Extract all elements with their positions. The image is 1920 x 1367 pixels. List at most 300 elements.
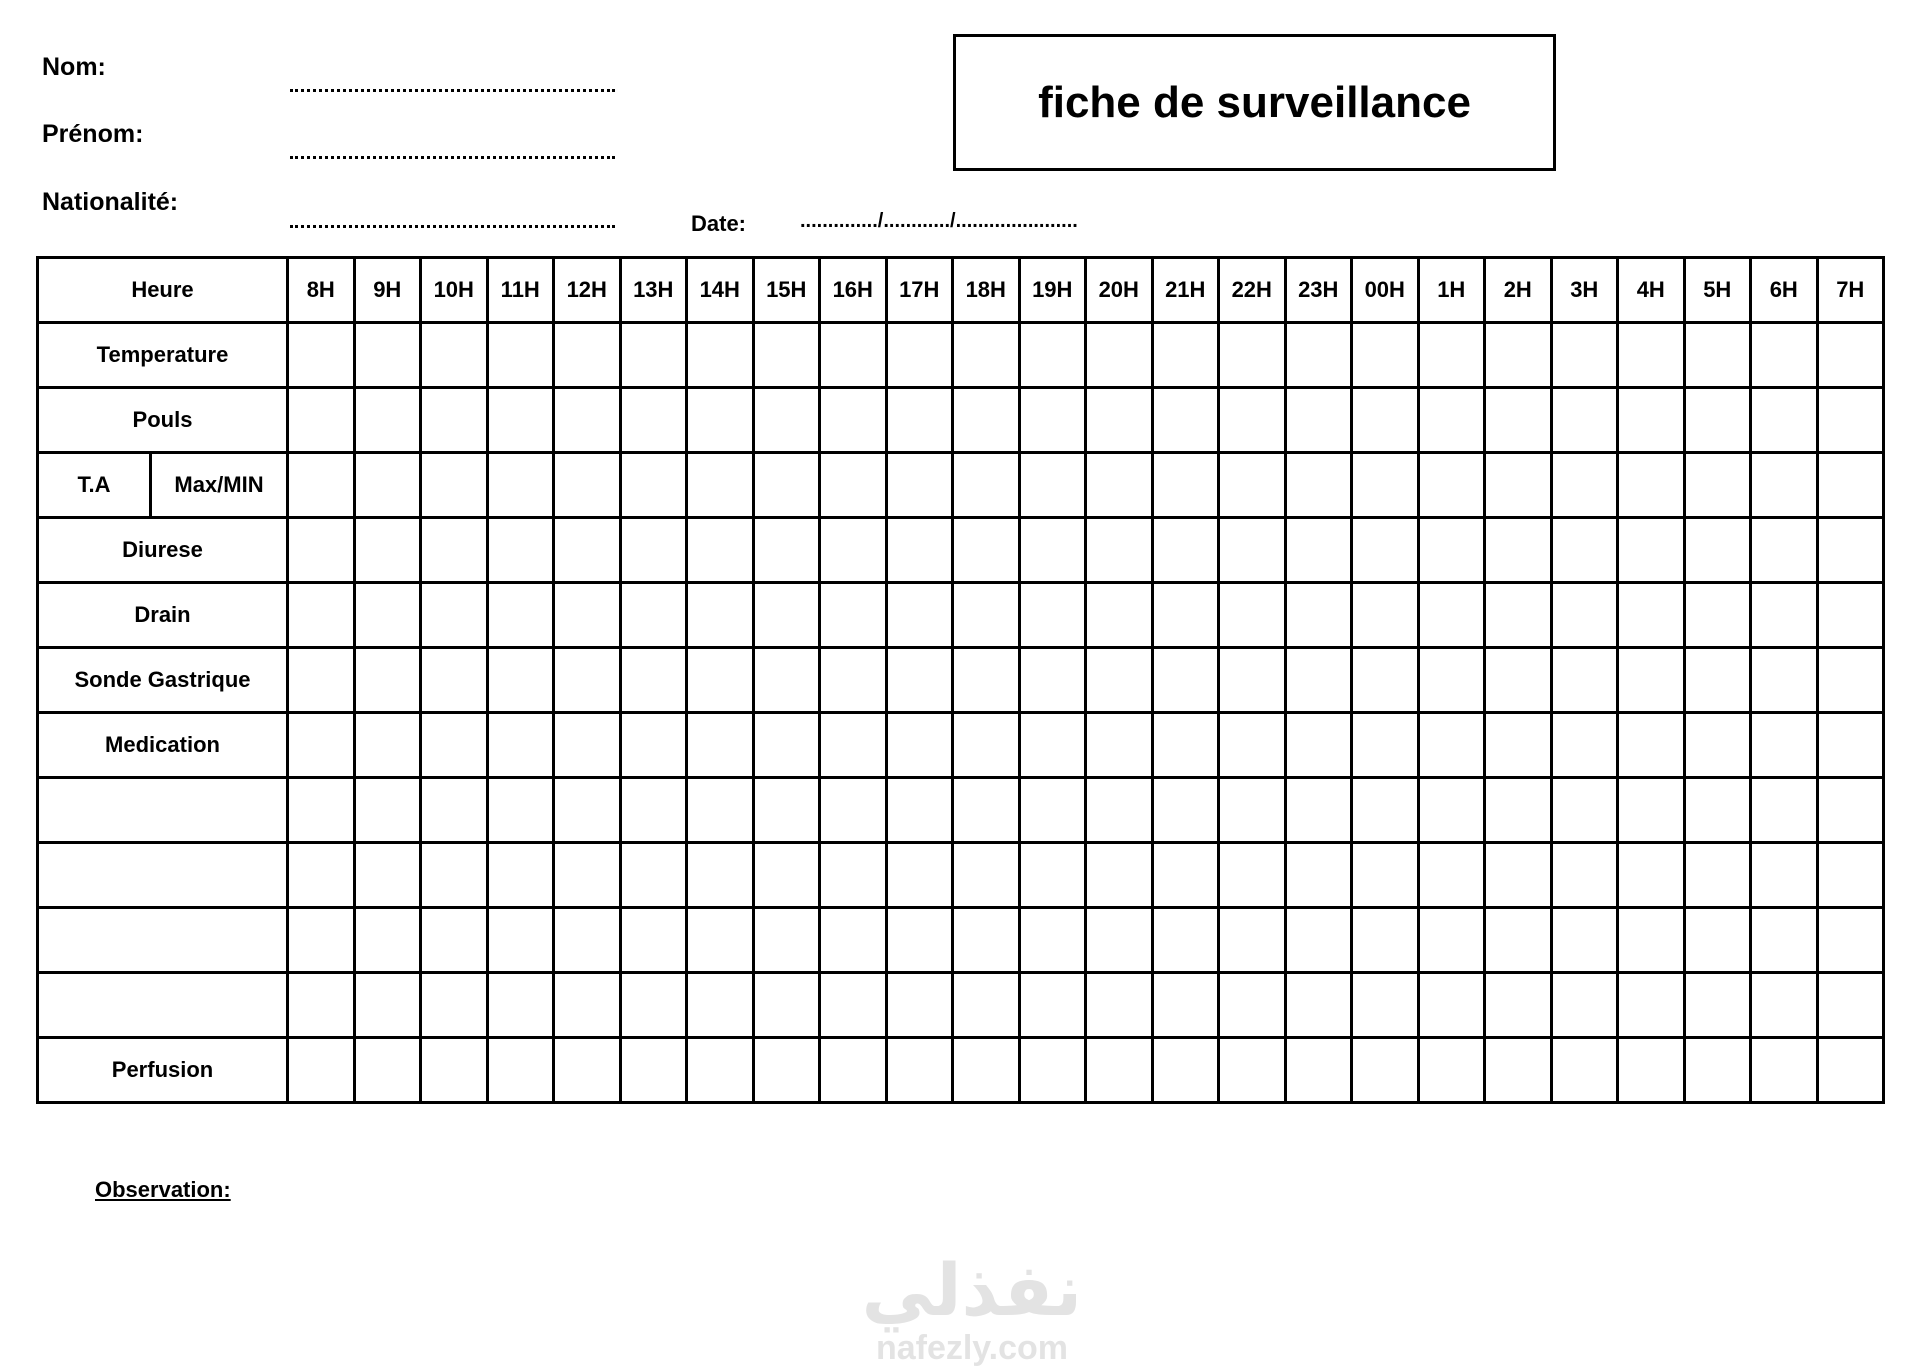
- entry-cell[interactable]: [421, 843, 488, 908]
- entry-cell[interactable]: [1019, 1038, 1086, 1103]
- entry-cell[interactable]: [1418, 323, 1485, 388]
- entry-cell[interactable]: [1684, 323, 1751, 388]
- entry-cell[interactable]: [620, 778, 687, 843]
- entry-cell[interactable]: [1285, 778, 1352, 843]
- date-field[interactable]: ............../............/......................: [800, 210, 1078, 232]
- entry-cell[interactable]: [487, 778, 554, 843]
- entry-cell[interactable]: [1152, 843, 1219, 908]
- entry-cell[interactable]: [487, 518, 554, 583]
- entry-cell[interactable]: [1152, 713, 1219, 778]
- entry-cell[interactable]: [687, 1038, 754, 1103]
- entry-cell[interactable]: [1618, 1038, 1685, 1103]
- entry-cell[interactable]: [487, 648, 554, 713]
- entry-cell[interactable]: [687, 648, 754, 713]
- entry-cell[interactable]: [1086, 323, 1153, 388]
- entry-cell[interactable]: [886, 713, 953, 778]
- entry-cell[interactable]: [1751, 648, 1818, 713]
- entry-cell[interactable]: [1751, 778, 1818, 843]
- entry-cell[interactable]: [687, 518, 754, 583]
- entry-cell[interactable]: [354, 648, 421, 713]
- entry-cell[interactable]: [1618, 648, 1685, 713]
- entry-cell[interactable]: [1817, 388, 1884, 453]
- entry-cell[interactable]: [1352, 518, 1419, 583]
- entry-cell[interactable]: [288, 518, 355, 583]
- entry-cell[interactable]: [1219, 453, 1286, 518]
- row-sub-label: Max/MIN: [151, 453, 288, 518]
- entry-cell[interactable]: [886, 648, 953, 713]
- entry-cell[interactable]: [421, 973, 488, 1038]
- entry-cell[interactable]: [354, 453, 421, 518]
- entry-cell[interactable]: [1618, 973, 1685, 1038]
- entry-cell[interactable]: [820, 453, 887, 518]
- entry-cell[interactable]: [1152, 908, 1219, 973]
- entry-cell[interactable]: [820, 648, 887, 713]
- entry-cell[interactable]: [753, 388, 820, 453]
- entry-cell[interactable]: [1817, 648, 1884, 713]
- entry-cell[interactable]: [1352, 1038, 1419, 1103]
- entry-cell[interactable]: [687, 843, 754, 908]
- entry-cell[interactable]: [1352, 713, 1419, 778]
- entry-cell[interactable]: [1019, 778, 1086, 843]
- entry-cell[interactable]: [1485, 583, 1552, 648]
- entry-cell[interactable]: [1086, 648, 1153, 713]
- entry-cell[interactable]: [1684, 518, 1751, 583]
- entry-cell[interactable]: [1817, 518, 1884, 583]
- entry-cell[interactable]: [1618, 908, 1685, 973]
- entry-cell[interactable]: [1684, 648, 1751, 713]
- entry-cell[interactable]: [687, 778, 754, 843]
- entry-cell[interactable]: [1684, 713, 1751, 778]
- entry-cell[interactable]: [1019, 388, 1086, 453]
- entry-cell[interactable]: [354, 583, 421, 648]
- entry-cell[interactable]: [820, 583, 887, 648]
- entry-cell[interactable]: [620, 713, 687, 778]
- entry-cell[interactable]: [421, 518, 488, 583]
- entry-cell[interactable]: [753, 908, 820, 973]
- entry-cell[interactable]: [953, 843, 1020, 908]
- entry-cell[interactable]: [1418, 388, 1485, 453]
- entry-cell[interactable]: [1684, 778, 1751, 843]
- entry-cell[interactable]: [288, 583, 355, 648]
- entry-cell[interactable]: [421, 648, 488, 713]
- entry-cell[interactable]: [1618, 453, 1685, 518]
- entry-cell[interactable]: [1618, 583, 1685, 648]
- entry-cell[interactable]: [1285, 843, 1352, 908]
- entry-cell[interactable]: [1418, 973, 1485, 1038]
- entry-cell[interactable]: [820, 518, 887, 583]
- entry-cell[interactable]: [354, 518, 421, 583]
- entry-cell[interactable]: [288, 453, 355, 518]
- entry-cell[interactable]: [820, 1038, 887, 1103]
- entry-cell[interactable]: [1352, 453, 1419, 518]
- entry-cell[interactable]: [687, 388, 754, 453]
- entry-cell[interactable]: [620, 388, 687, 453]
- nom-field[interactable]: [290, 89, 615, 92]
- entry-cell[interactable]: [620, 973, 687, 1038]
- entry-cell[interactable]: [1219, 908, 1286, 973]
- entry-cell[interactable]: [354, 778, 421, 843]
- entry-cell[interactable]: [554, 908, 621, 973]
- entry-cell[interactable]: [820, 713, 887, 778]
- entry-cell[interactable]: [1352, 843, 1419, 908]
- entry-cell[interactable]: [1551, 453, 1618, 518]
- entry-cell[interactable]: [1418, 843, 1485, 908]
- entry-cell[interactable]: [953, 713, 1020, 778]
- entry-cell[interactable]: [753, 1038, 820, 1103]
- entry-cell[interactable]: [1285, 973, 1352, 1038]
- entry-cell[interactable]: [886, 323, 953, 388]
- entry-cell[interactable]: [620, 583, 687, 648]
- entry-cell[interactable]: [554, 323, 621, 388]
- entry-cell[interactable]: [1086, 583, 1153, 648]
- entry-cell[interactable]: [1019, 843, 1086, 908]
- table-row: [38, 323, 1884, 388]
- entry-cell[interactable]: [1086, 778, 1153, 843]
- entry-cell[interactable]: [1019, 713, 1086, 778]
- entry-cell[interactable]: [820, 323, 887, 388]
- entry-cell[interactable]: [421, 388, 488, 453]
- entry-cell[interactable]: [1019, 323, 1086, 388]
- entry-cell[interactable]: [1551, 713, 1618, 778]
- entry-cell[interactable]: [1485, 778, 1552, 843]
- entry-cell[interactable]: [620, 453, 687, 518]
- entry-cell[interactable]: [953, 583, 1020, 648]
- entry-cell[interactable]: [1551, 518, 1618, 583]
- entry-cell[interactable]: [886, 388, 953, 453]
- entry-cell[interactable]: [1618, 323, 1685, 388]
- entry-cell[interactable]: [753, 713, 820, 778]
- entry-cell[interactable]: [1485, 713, 1552, 778]
- entry-cell[interactable]: [1285, 908, 1352, 973]
- entry-cell[interactable]: [354, 973, 421, 1038]
- entry-cell[interactable]: [620, 1038, 687, 1103]
- entry-cell[interactable]: [1684, 843, 1751, 908]
- entry-cell[interactable]: [953, 1038, 1020, 1103]
- entry-cell[interactable]: [1751, 973, 1818, 1038]
- entry-cell[interactable]: [1551, 843, 1618, 908]
- entry-cell[interactable]: [1751, 518, 1818, 583]
- entry-cell[interactable]: [421, 778, 488, 843]
- entry-cell[interactable]: [487, 583, 554, 648]
- entry-cell[interactable]: [1618, 518, 1685, 583]
- entry-cell[interactable]: [288, 323, 355, 388]
- entry-cell[interactable]: [620, 908, 687, 973]
- entry-cell[interactable]: [953, 323, 1020, 388]
- hour-header: 6H: [1751, 258, 1818, 323]
- entry-cell[interactable]: [1485, 648, 1552, 713]
- entry-cell[interactable]: [487, 388, 554, 453]
- entry-cell[interactable]: [1817, 973, 1884, 1038]
- entry-cell[interactable]: [288, 713, 355, 778]
- entry-cell[interactable]: [1551, 1038, 1618, 1103]
- entry-cell[interactable]: [554, 778, 621, 843]
- nationalite-field[interactable]: [290, 225, 615, 228]
- entry-cell[interactable]: [1485, 908, 1552, 973]
- entry-cell[interactable]: [1418, 778, 1485, 843]
- entry-cell[interactable]: [1285, 518, 1352, 583]
- entry-cell[interactable]: [953, 973, 1020, 1038]
- hour-header: 18H: [953, 258, 1020, 323]
- entry-cell[interactable]: [554, 518, 621, 583]
- row-label: [38, 778, 288, 843]
- entry-cell[interactable]: [354, 323, 421, 388]
- entry-cell[interactable]: [354, 1038, 421, 1103]
- entry-cell[interactable]: [1019, 648, 1086, 713]
- entry-cell[interactable]: [1684, 388, 1751, 453]
- entry-cell[interactable]: [487, 453, 554, 518]
- entry-cell[interactable]: [288, 388, 355, 453]
- entry-cell[interactable]: [421, 323, 488, 388]
- entry-cell[interactable]: [1152, 518, 1219, 583]
- entry-cell[interactable]: [1817, 1038, 1884, 1103]
- entry-cell[interactable]: [1086, 973, 1153, 1038]
- entry-cell[interactable]: [620, 323, 687, 388]
- entry-cell[interactable]: [1418, 908, 1485, 973]
- entry-cell[interactable]: [1485, 453, 1552, 518]
- entry-cell[interactable]: [1551, 388, 1618, 453]
- hour-header: 11H: [487, 258, 554, 323]
- entry-cell[interactable]: [1019, 908, 1086, 973]
- entry-cell[interactable]: [1219, 388, 1286, 453]
- entry-cell[interactable]: [687, 973, 754, 1038]
- entry-cell[interactable]: [1352, 648, 1419, 713]
- entry-cell[interactable]: [1086, 1038, 1153, 1103]
- entry-cell[interactable]: [1485, 518, 1552, 583]
- entry-cell[interactable]: [687, 453, 754, 518]
- hour-header: 7H: [1817, 258, 1884, 323]
- entry-cell[interactable]: [1352, 323, 1419, 388]
- entry-cell[interactable]: [687, 713, 754, 778]
- entry-cell[interactable]: [820, 843, 887, 908]
- entry-cell[interactable]: [1152, 1038, 1219, 1103]
- entry-cell[interactable]: [1485, 843, 1552, 908]
- entry-cell[interactable]: [1352, 908, 1419, 973]
- entry-cell[interactable]: [354, 843, 421, 908]
- entry-cell[interactable]: [820, 778, 887, 843]
- entry-cell[interactable]: [1817, 843, 1884, 908]
- entry-cell[interactable]: [1418, 583, 1485, 648]
- entry-cell[interactable]: [886, 843, 953, 908]
- entry-cell[interactable]: [1285, 453, 1352, 518]
- entry-cell[interactable]: [1152, 648, 1219, 713]
- entry-cell[interactable]: [1352, 388, 1419, 453]
- entry-cell[interactable]: [1418, 453, 1485, 518]
- entry-cell[interactable]: [953, 778, 1020, 843]
- entry-cell[interactable]: [554, 973, 621, 1038]
- entry-cell[interactable]: [1751, 1038, 1818, 1103]
- entry-cell[interactable]: [487, 973, 554, 1038]
- entry-cell[interactable]: [886, 583, 953, 648]
- entry-cell[interactable]: [354, 908, 421, 973]
- entry-cell[interactable]: [886, 518, 953, 583]
- entry-cell[interactable]: [1019, 583, 1086, 648]
- entry-cell[interactable]: [753, 518, 820, 583]
- entry-cell[interactable]: [1152, 973, 1219, 1038]
- entry-cell[interactable]: [1485, 388, 1552, 453]
- entry-cell[interactable]: [1086, 843, 1153, 908]
- entry-cell[interactable]: [288, 648, 355, 713]
- entry-cell[interactable]: [1219, 518, 1286, 583]
- entry-cell[interactable]: [1418, 648, 1485, 713]
- entry-cell[interactable]: [753, 453, 820, 518]
- entry-cell[interactable]: [953, 648, 1020, 713]
- entry-cell[interactable]: [886, 973, 953, 1038]
- entry-cell[interactable]: [753, 583, 820, 648]
- entry-cell[interactable]: [1086, 908, 1153, 973]
- entry-cell[interactable]: [1352, 778, 1419, 843]
- entry-cell[interactable]: [1551, 973, 1618, 1038]
- entry-cell[interactable]: [1551, 583, 1618, 648]
- entry-cell[interactable]: [1751, 583, 1818, 648]
- entry-cell[interactable]: [687, 908, 754, 973]
- entry-cell[interactable]: [1219, 843, 1286, 908]
- entry-cell[interactable]: [354, 388, 421, 453]
- entry-cell[interactable]: [1684, 973, 1751, 1038]
- entry-cell[interactable]: [421, 583, 488, 648]
- entry-cell[interactable]: [1285, 648, 1352, 713]
- entry-cell[interactable]: [421, 1038, 488, 1103]
- entry-cell[interactable]: [886, 908, 953, 973]
- entry-cell[interactable]: [1418, 518, 1485, 583]
- entry-cell[interactable]: [288, 1038, 355, 1103]
- entry-cell[interactable]: [953, 453, 1020, 518]
- entry-cell[interactable]: [820, 388, 887, 453]
- entry-cell[interactable]: [753, 648, 820, 713]
- entry-cell[interactable]: [1152, 453, 1219, 518]
- entry-cell[interactable]: [288, 778, 355, 843]
- entry-cell[interactable]: [1551, 908, 1618, 973]
- entry-cell[interactable]: [1817, 583, 1884, 648]
- entry-cell[interactable]: [1019, 453, 1086, 518]
- entry-cell[interactable]: [1219, 973, 1286, 1038]
- entry-cell[interactable]: [1684, 1038, 1751, 1103]
- entry-cell[interactable]: [1485, 973, 1552, 1038]
- entry-cell[interactable]: [1219, 583, 1286, 648]
- entry-cell[interactable]: [1684, 583, 1751, 648]
- entry-cell[interactable]: [554, 1038, 621, 1103]
- entry-cell[interactable]: [1019, 973, 1086, 1038]
- entry-cell[interactable]: [1285, 1038, 1352, 1103]
- entry-cell[interactable]: [820, 908, 887, 973]
- entry-cell[interactable]: [554, 388, 621, 453]
- entry-cell[interactable]: [886, 453, 953, 518]
- entry-cell[interactable]: [1219, 323, 1286, 388]
- entry-cell[interactable]: [1817, 453, 1884, 518]
- entry-cell[interactable]: [1152, 778, 1219, 843]
- entry-cell[interactable]: [421, 713, 488, 778]
- entry-cell[interactable]: [1551, 648, 1618, 713]
- entry-cell[interactable]: [1019, 518, 1086, 583]
- entry-cell[interactable]: [1485, 1038, 1552, 1103]
- entry-cell[interactable]: [487, 843, 554, 908]
- entry-cell[interactable]: [1751, 908, 1818, 973]
- entry-cell[interactable]: [753, 323, 820, 388]
- entry-cell[interactable]: [1219, 778, 1286, 843]
- entry-cell[interactable]: [1418, 713, 1485, 778]
- entry-cell[interactable]: [1751, 388, 1818, 453]
- entry-cell[interactable]: [1618, 778, 1685, 843]
- entry-cell[interactable]: [1285, 323, 1352, 388]
- entry-cell[interactable]: [1817, 713, 1884, 778]
- entry-cell[interactable]: [487, 323, 554, 388]
- entry-cell[interactable]: [288, 908, 355, 973]
- entry-cell[interactable]: [1285, 713, 1352, 778]
- entry-cell[interactable]: [1684, 908, 1751, 973]
- entry-cell[interactable]: [620, 648, 687, 713]
- entry-cell[interactable]: [1418, 1038, 1485, 1103]
- entry-cell[interactable]: [1219, 1038, 1286, 1103]
- entry-cell[interactable]: [1751, 323, 1818, 388]
- entry-cell[interactable]: [620, 518, 687, 583]
- entry-cell[interactable]: [1817, 323, 1884, 388]
- hour-header: 12H: [554, 258, 621, 323]
- entry-cell[interactable]: [953, 518, 1020, 583]
- entry-cell[interactable]: [1817, 908, 1884, 973]
- entry-cell[interactable]: [1352, 973, 1419, 1038]
- entry-cell[interactable]: [753, 843, 820, 908]
- entry-cell[interactable]: [354, 713, 421, 778]
- entry-cell[interactable]: [1618, 388, 1685, 453]
- entry-cell[interactable]: [1219, 713, 1286, 778]
- entry-cell[interactable]: [421, 908, 488, 973]
- entry-cell[interactable]: [1684, 453, 1751, 518]
- entry-cell[interactable]: [953, 908, 1020, 973]
- entry-cell[interactable]: [1086, 388, 1153, 453]
- entry-cell[interactable]: [288, 973, 355, 1038]
- entry-cell[interactable]: [687, 323, 754, 388]
- entry-cell[interactable]: [554, 843, 621, 908]
- entry-cell[interactable]: [1152, 323, 1219, 388]
- entry-cell[interactable]: [1551, 323, 1618, 388]
- entry-cell[interactable]: [620, 843, 687, 908]
- entry-cell[interactable]: [1152, 583, 1219, 648]
- entry-cell[interactable]: [1086, 713, 1153, 778]
- entry-cell[interactable]: [1751, 453, 1818, 518]
- entry-cell[interactable]: [820, 973, 887, 1038]
- entry-cell[interactable]: [953, 388, 1020, 453]
- entry-cell[interactable]: [421, 453, 488, 518]
- prenom-field[interactable]: [290, 156, 615, 159]
- entry-cell[interactable]: [1152, 388, 1219, 453]
- entry-cell[interactable]: [1086, 518, 1153, 583]
- entry-cell[interactable]: [554, 713, 621, 778]
- entry-cell[interactable]: [487, 713, 554, 778]
- entry-cell[interactable]: [753, 973, 820, 1038]
- entry-cell[interactable]: [1219, 648, 1286, 713]
- entry-cell[interactable]: [1352, 583, 1419, 648]
- entry-cell[interactable]: [1618, 713, 1685, 778]
- entry-cell[interactable]: [1285, 583, 1352, 648]
- entry-cell[interactable]: [554, 648, 621, 713]
- entry-cell[interactable]: [554, 583, 621, 648]
- entry-cell[interactable]: [487, 1038, 554, 1103]
- entry-cell[interactable]: [1817, 778, 1884, 843]
- entry-cell[interactable]: [1751, 843, 1818, 908]
- entry-cell[interactable]: [1751, 713, 1818, 778]
- entry-cell[interactable]: [886, 1038, 953, 1103]
- entry-cell[interactable]: [886, 778, 953, 843]
- entry-cell[interactable]: [554, 453, 621, 518]
- entry-cell[interactable]: [1551, 778, 1618, 843]
- entry-cell[interactable]: [1086, 453, 1153, 518]
- entry-cell[interactable]: [1485, 323, 1552, 388]
- entry-cell[interactable]: [753, 778, 820, 843]
- entry-cell[interactable]: [687, 583, 754, 648]
- entry-cell[interactable]: [487, 908, 554, 973]
- entry-cell[interactable]: [288, 843, 355, 908]
- entry-cell[interactable]: [1285, 388, 1352, 453]
- entry-cell[interactable]: [1618, 843, 1685, 908]
